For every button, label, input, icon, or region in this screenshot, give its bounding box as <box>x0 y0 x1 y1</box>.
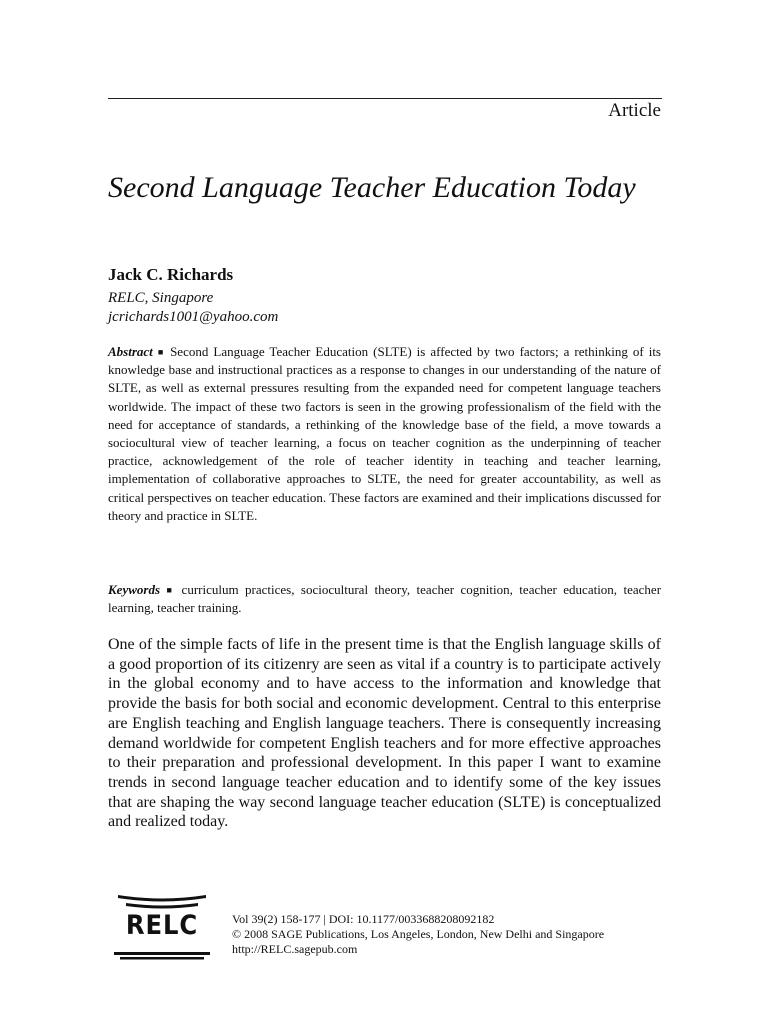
keywords <box>108 581 661 617</box>
citation-line: Vol 39(2) 158-177 | DOI: 10.1177/0033688208092182 <box>232 912 495 926</box>
abstract <box>108 343 661 525</box>
relc-logo <box>112 892 212 964</box>
abstract-separator: ■ <box>157 347 166 357</box>
keywords-heading: Keywords <box>108 582 160 597</box>
abstract-heading: Abstract <box>108 344 153 359</box>
keywords-separator: ■ <box>166 585 176 595</box>
section-label: Article <box>608 100 661 121</box>
relc-logo-text: RELC <box>125 910 199 941</box>
abstract-text: Second Language Teacher Education (SLTE) is affected by two factors; a rethinking of its knowledge base and instructional practices as a response to changes in our understanding of the nature of SLTE, as well as external pressures resulting from the expanded need for competent language teachers worldwide. The impact of these two factors is seen in the growing professionalism of the field with the need for acceptance of standards, a rethinking of the knowledge base of the field, a move towards a sociocultural view of teacher learning, a focus on teacher cognition as the underpinning of teacher practice, acknowledgement of the role of teacher identity in teaching and teacher learning, implementation of collaborative approaches to SLTE, the need for greater accountability, as well as critical perspectives on teacher education. These factors are examined and their implications discussed for theory and practice in SLTE. <box>108 344 661 523</box>
body-paragraph: One of the simple facts of life in the present time is that the English language skills of a good proportion of its citizenry are seen as vital if a country is to participate actively in the global economy and to have access to the information and knowledge that provide the basis for both social and economic development. Central to this enterprise are English teaching and English language teachers. There is consequently increasing demand worldwide for competent English teachers and for more effective approaches to their preparation and professional development. In this paper I want to examine trends in second language teacher education and to identify some of the key issues that are shaping the way second language teacher education (SLTE) is conceptualized and realized today. <box>108 636 661 831</box>
journal-url[interactable]: http://RELC.sagepub.com <box>232 942 358 956</box>
keywords-text: curriculum practices, sociocultural theory, teacher cognition, teacher education, teacher learning, teacher training. <box>108 582 662 616</box>
publication-info <box>232 912 604 957</box>
copyright-line: © 2008 SAGE Publications, Los Angeles, London, New Delhi and Singapore <box>232 927 605 941</box>
author-affiliation-block <box>108 289 278 327</box>
header-rule <box>108 98 662 99</box>
author-name: Jack C. Richards <box>108 265 234 284</box>
author-affiliation: RELC, Singapore <box>108 290 214 306</box>
article-title: Second Language Teacher Education Today <box>108 171 636 204</box>
author-email[interactable]: jcrichards1001@yahoo.com <box>108 309 279 325</box>
